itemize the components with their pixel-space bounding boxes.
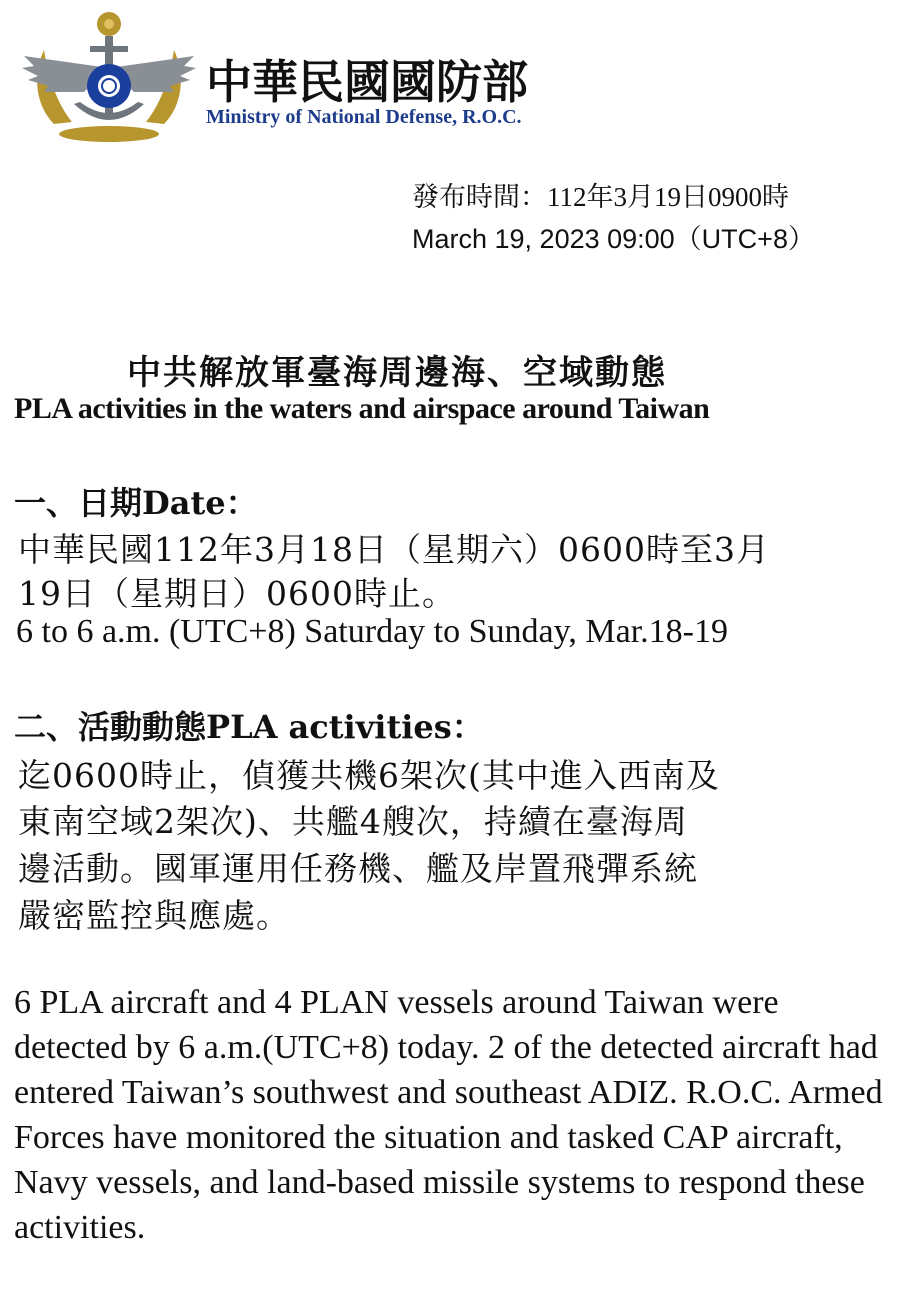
section2-heading: 二、活動動態PLA activities：	[14, 708, 484, 746]
org-name-en: Ministry of National Defense, R.O.C.	[206, 106, 522, 128]
section1-heading: 一、日期Date：	[14, 484, 258, 522]
section2-zh-line3: 邊活動。國軍運用任務機、艦及岸置飛彈系統	[18, 849, 698, 888]
section2-zh-line2: 東南空域2架次)、共艦4艘次，持續在臺海周	[18, 802, 688, 841]
section2-zh-line4: 嚴密監控與應處。	[18, 896, 290, 935]
section1-en: 6 to 6 a.m. (UTC+8) Saturday to Sunday, Mar.18-19	[16, 613, 728, 650]
release-time-en: March 19, 2023 09:00（UTC+8）	[412, 224, 815, 254]
section2-en-paragraph: 6 PLA aircraft and 4 PLAN vessels around Taiwan were detected by 6 a.m.(UTC+8) today. 2 of the detected aircraft had entered Taiwan’s southwest and southeast ADIZ. R.O.C. Armed Forces have monitored the situation and tasked CAP aircraft, Navy vessels, and land-based missile systems to respond these activities.	[14, 984, 883, 1246]
section1-zh-line1: 中華民國112年3月18日（星期六）0600時至3月	[18, 530, 770, 569]
release-time-zh: 發布時間：112年3月19日0900時	[412, 182, 789, 212]
page-title-zh: 中共解放軍臺海周邊海、空域動態	[127, 353, 667, 393]
section1-zh-line2: 19日（星期日）0600時止。	[18, 574, 456, 613]
mnd-emblem-icon	[14, 6, 204, 148]
page-title-en: PLA activities in the waters and airspace around Taiwan	[14, 392, 710, 425]
section2-zh-line1: 迄0600時止，偵獲共機6架次(其中進入西南及	[18, 756, 720, 795]
org-name-zh: 中華民國國防部	[206, 55, 528, 109]
